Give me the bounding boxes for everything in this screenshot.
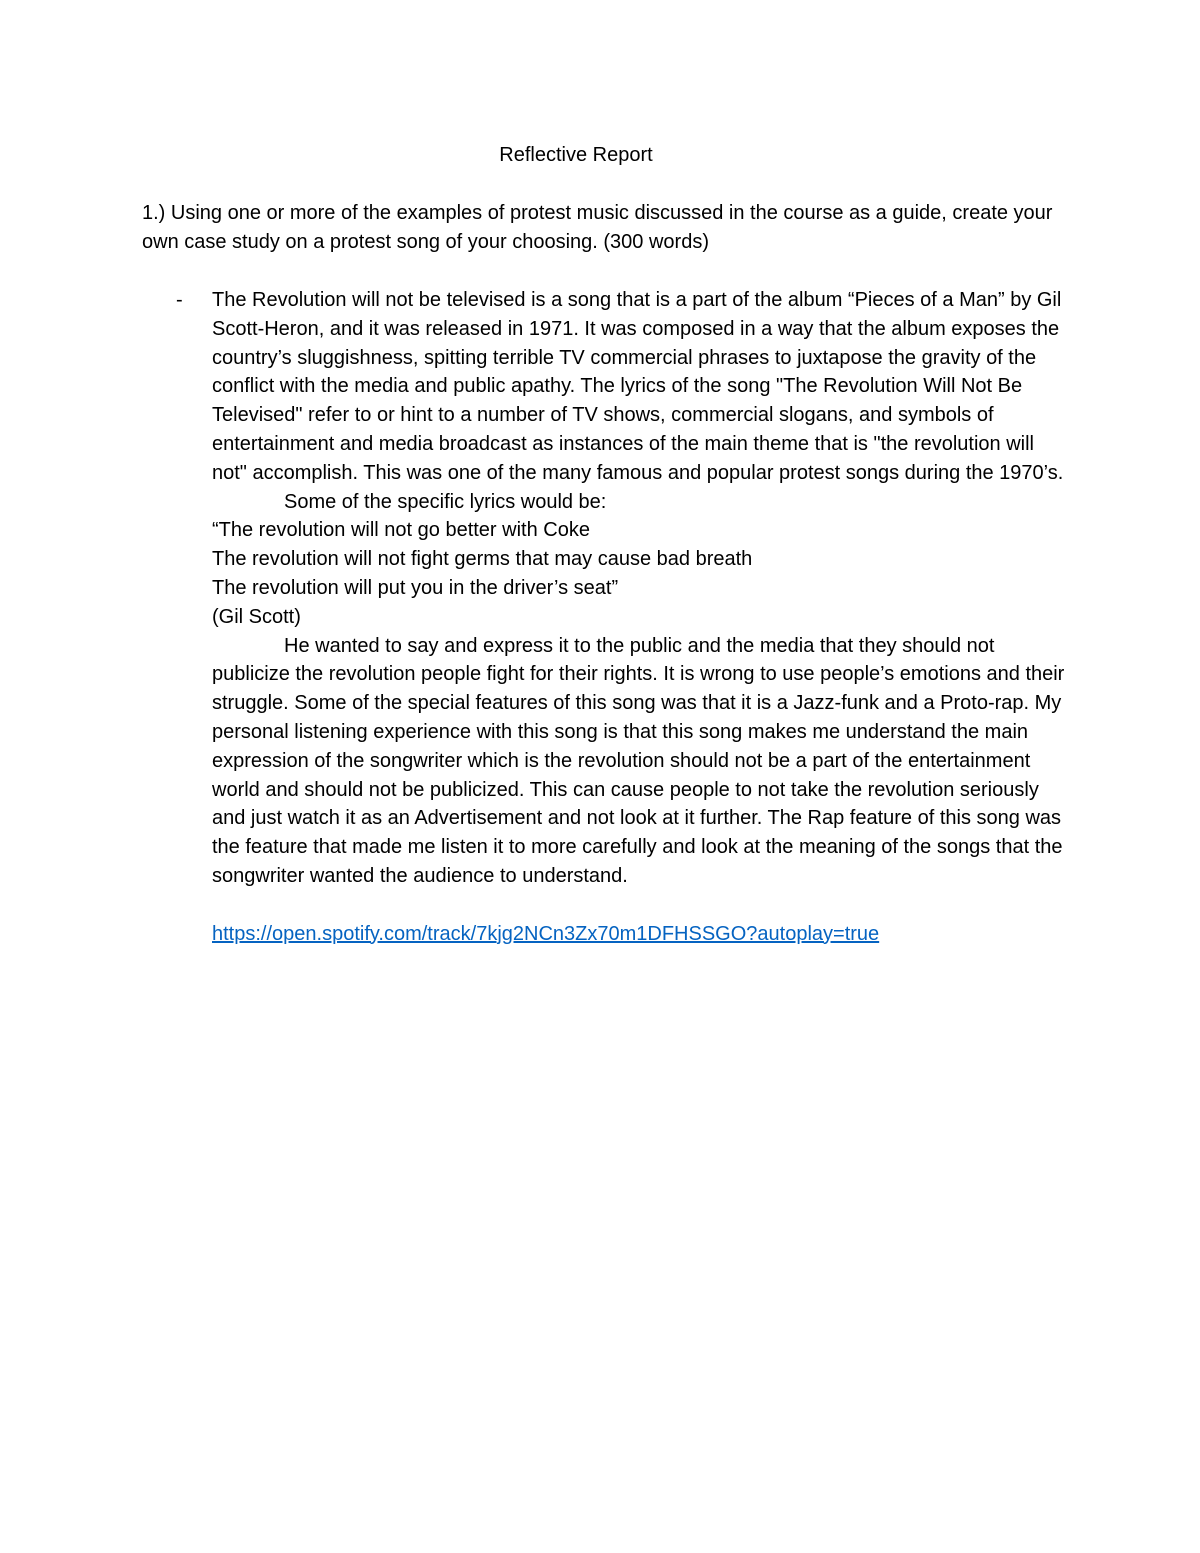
lyric-line: “The revolution will not go better with Coke <box>212 519 590 542</box>
paragraph-intro: The Revolution will not be televised is a song that is a part of the album “Pieces of a Man” by Gil Scott-Heron, and it was released in 1971. It was composed in a way that the album exposes the country’s sluggishness, spitting terrible TV commercial phrases to juxtapose the gravity of the conflict with the media and public apathy. The lyrics of the song "The Revolution Will Not Be Televised" refer to or hint to a number of TV shows, commercial slogans, and symbols of entertainment and media broadcast as instances of the main theme that is "the revolution will not" accomplish. This was one of the many famous and popular protest songs during the 1970’s. <box>212 289 1064 484</box>
blank-line <box>212 891 1072 920</box>
question-prompt: 1.) Using one or more of the examples of protest music discussed in the course as a guide, create your own case study on a protest song of your choosing. (300 words) <box>142 202 1053 253</box>
lyrics-intro: Some of the specific lyrics would be: <box>284 490 607 513</box>
spotify-link[interactable]: https://open.spotify.com/track/7kjg2NCn3Zx70m1DFHSSGO?autoplay=true <box>212 922 880 945</box>
lyric-citation: (Gil Scott) <box>212 605 301 628</box>
answer-body <box>212 286 1072 948</box>
lyric-line: The revolution will not fight germs that may cause bad breath <box>212 548 753 571</box>
paragraph-reflection: He wanted to say and express it to the public and the media that they should not publicize the revolution people fight for their rights. It is wrong to use people’s emotions and their struggle. Some of the special features of this song was that it is a Jazz-funk and a Proto-rap. My personal listening experience with this song is that this song makes me understand the main expression of the songwriter which is the revolution should not be a part of the entertainment world and should not be publicized. This can cause people to not take the revolution seriously and just watch it as an Advertisement and not look at it further. The Rap feature of this song was the feature that made me listen it to more carefully and look at the meaning of the songs that the songwriter wanted the audience to understand. <box>212 634 1065 887</box>
document-title: Reflective Report <box>499 144 653 166</box>
lyric-line: The revolution will put you in the driver’s seat” <box>212 576 619 599</box>
bullet-dash: - <box>176 289 183 311</box>
